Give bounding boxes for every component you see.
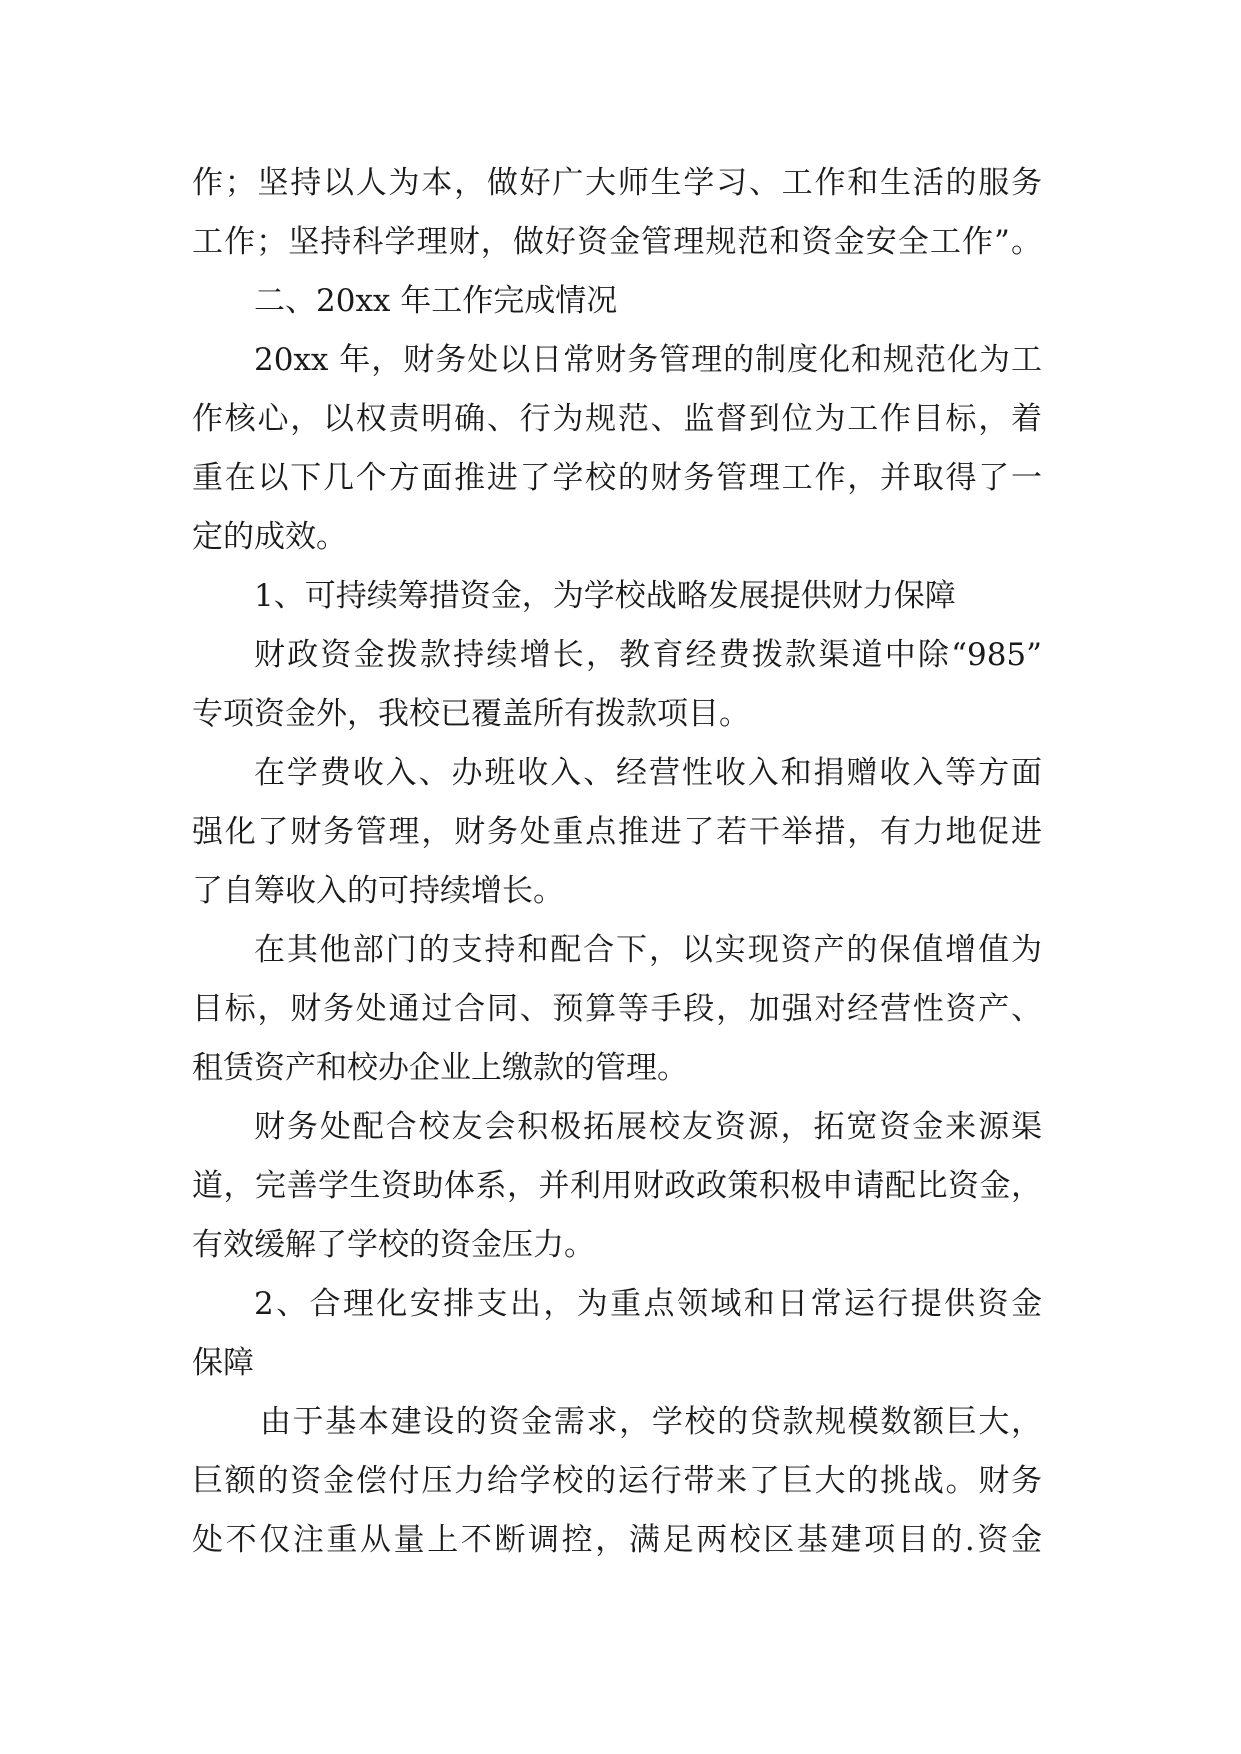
text-line-content: 了自筹收入的可持续增长。 [192,873,564,909]
text-line [0,330,1241,390]
text-line [0,802,1241,862]
text-line-content: 作核心，以权责明确、行为规范、监督到位为工作目标，着 [192,401,1042,437]
section-heading-text: 二、20xx 年工作完成情况 [254,283,618,319]
text-line [0,979,1241,1039]
text-line [0,625,1241,685]
subsection-heading-continuation [0,1333,1241,1393]
text-line-content: 有效缓解了学校的资金压力。 [192,1227,595,1263]
subsection-heading-text: 2、合理化安排支出，为重点领域和日常运行提供资金 [254,1286,1042,1322]
text-line-content: 巨额的资金偿付压力给学校的运行带来了巨大的挑战。财务 [192,1463,1042,1499]
text-line-content: 目标，财务处通过合同、预算等手段，加强对经营性资产、 [192,991,1042,1027]
text-line [0,684,1241,744]
text-line-content: 在其他部门的支持和配合下，以实现资产的保值增值为 [254,932,1042,968]
text-line-content: 强化了财务管理，财务处重点推进了若干举措，有力地促进 [192,814,1042,850]
text-line [0,1156,1241,1216]
text-line-content: 财务处配合校友会积极拓展校友资源，拓宽资金来源渠 [254,1109,1042,1145]
subsection-heading [0,566,1241,626]
text-line-content: 作；坚持以人为本，做好广大师生学习、工作和生活的服务 [192,165,1042,201]
text-line-content: 道，完善学生资助体系，并利用财政政策积极申请配比资金， [192,1168,1042,1204]
text-line-content: 财政资金拨款持续增长，教育经费拨款渠道中除“985” [254,637,1042,673]
text-line-content: 20xx 年，财务处以日常财务管理的制度化和规范化为工 [254,342,1042,378]
text-line-content: 专项资金外，我校已覆盖所有拨款项目。 [192,696,750,732]
text-line [0,507,1241,567]
text-line-content: 在学费收入、办班收入、经营性收入和捐赠收入等方面 [254,755,1042,791]
subsection-heading [0,1274,1241,1334]
text-line [0,920,1241,980]
text-line [0,1392,1241,1452]
text-line-content: 由于基本建设的资金需求，学校的贷款规模数额巨大， [260,1404,1042,1440]
text-line-content: 定的成效。 [192,519,347,555]
text-line [0,743,1241,803]
text-line-content: 工作；坚持科学理财，做好资金管理规范和资金安全工作”。 [192,224,1042,260]
text-line [0,212,1241,272]
text-line-content: 租赁资产和校办企业上缴款的管理。 [192,1050,688,1086]
text-line-content: 处不仅注重从量上不断调控，满足两校区基建项目的.资金 [192,1522,1042,1558]
text-line-content: 重在以下几个方面推进了学校的财务管理工作，并取得了一 [192,460,1042,496]
text-line [0,1215,1241,1275]
subsection-heading-text: 保障 [192,1345,254,1381]
subsection-heading-text: 1、可持续筹措资金，为学校战略发展提供财力保障 [254,578,956,614]
text-line [0,1451,1241,1511]
text-line [0,153,1241,213]
text-line [0,389,1241,449]
text-line [0,861,1241,921]
text-line [0,1038,1241,1098]
text-line [0,1097,1241,1157]
text-line [0,448,1241,508]
section-heading [0,271,1241,331]
text-line [0,1510,1241,1570]
